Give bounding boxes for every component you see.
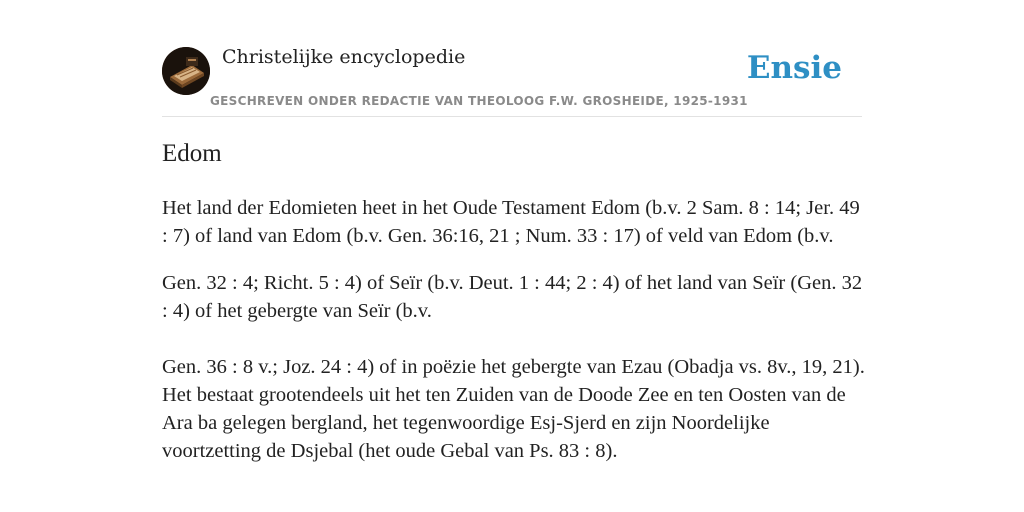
article-paragraph: Gen. 36 : 8 v.; Joz. 24 : 4) of in poëzie het gebergte van Ezau (Obadja vs. 8v., 19, 21). Het bestaat grootendeels uit het ten Zuiden van de Doode Zee en ten Oosten van de Ara ba gelegen bergland, het tegenwoordige Esj-Sjerd en zijn Noordelijke voortzetting de Dsjebal (het oude Gebal van Ps. 83 : 8). [162, 356, 865, 462]
publication-subtitle: GESCHREVEN ONDER REDACTIE VAN THEOLOOG F.W. GROSHEIDE, 1925-1931 [210, 94, 748, 108]
book-photo-icon [162, 47, 210, 95]
site-header [162, 44, 862, 117]
publication-title[interactable]: Christelijke encyclopedie [222, 46, 466, 68]
article-paragraph: Gen. 32 : 4; Richt. 5 : 4) of Seïr (b.v. Deut. 1 : 44; 2 : 4) of het land van Seïr (Gen. 32 : 4) of het gebergte van Seïr (b.v. [162, 272, 863, 322]
ensie-logo-link[interactable]: Ensie [746, 50, 842, 86]
article [162, 136, 867, 484]
publication-avatar[interactable] [162, 47, 210, 95]
article-title: Edom [162, 140, 222, 167]
article-paragraph: Het land der Edomieten heet in het Oude Testament Edom (b.v. 2 Sam. 8 : 14; Jer. 49 : 7) of land van Edom (b.v. Gen. 36:16, 21 ; Num. 33 : 17) of veld van Edom (b.v. [162, 197, 860, 247]
